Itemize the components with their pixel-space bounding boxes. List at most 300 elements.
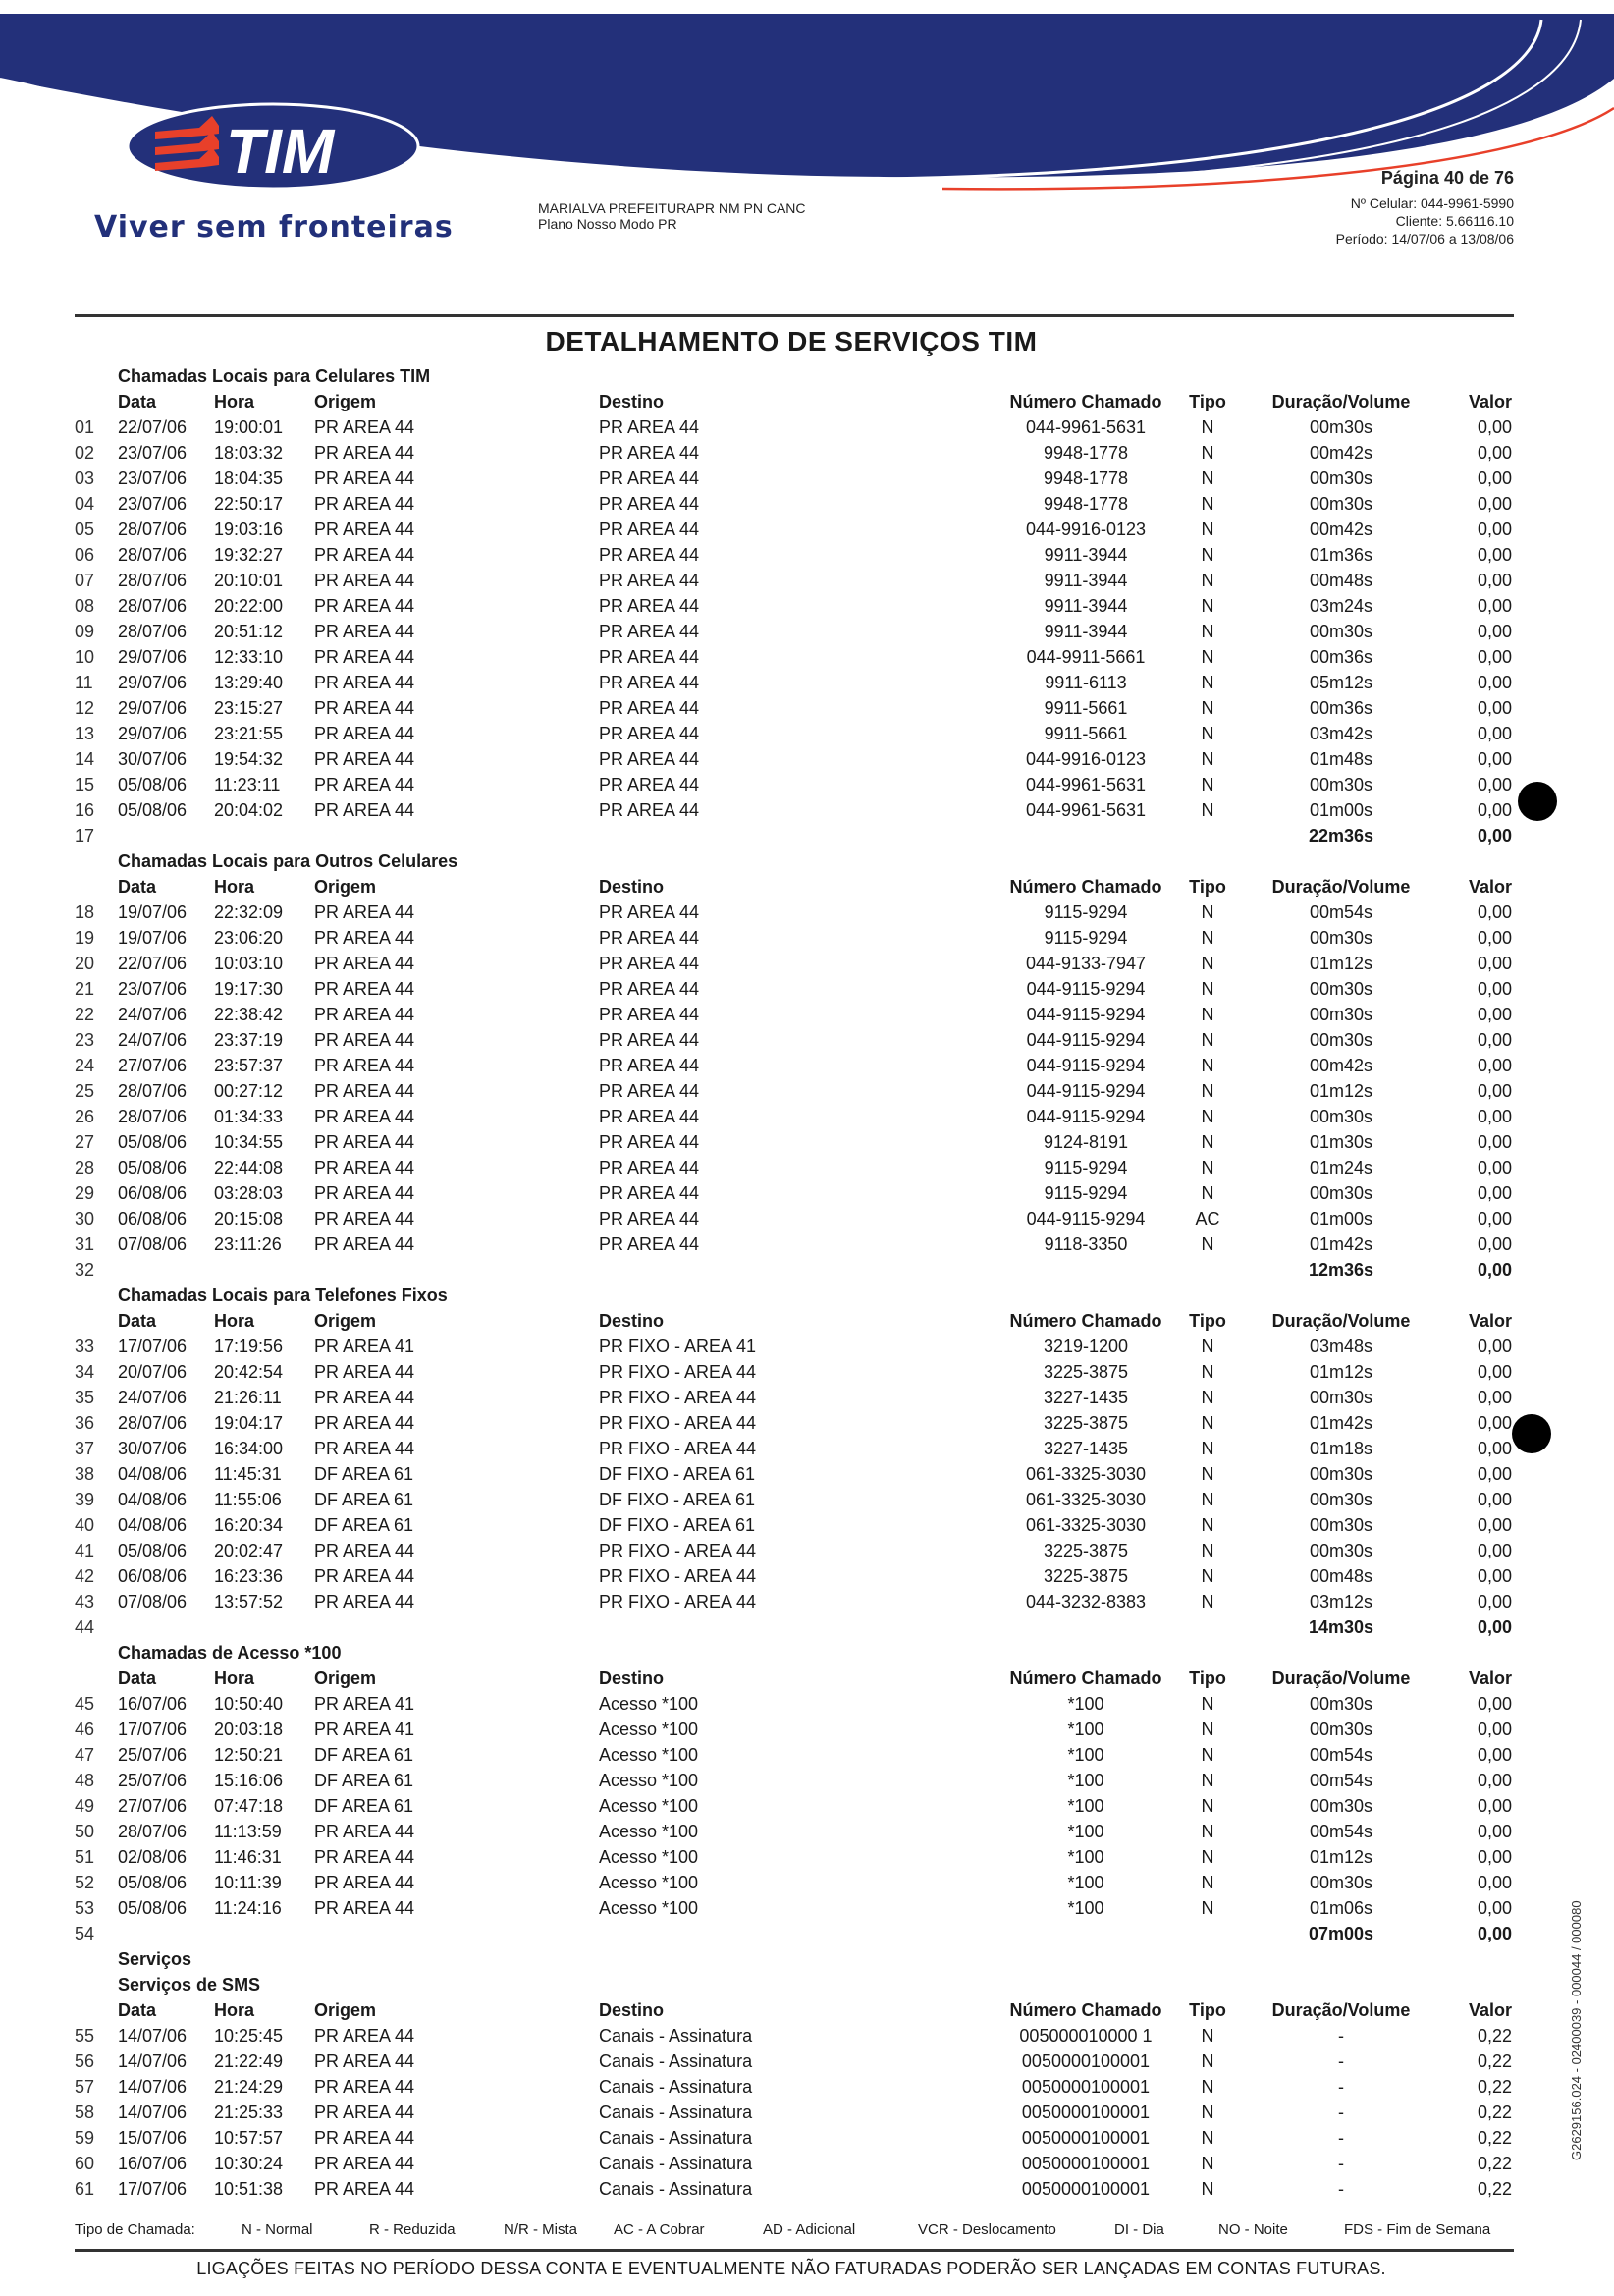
cell-tipo: N	[1201, 2051, 1214, 2071]
cell-val: 0,00	[1477, 1362, 1512, 1382]
cell-tipo: N	[1201, 749, 1214, 769]
cell-orig: PR AREA 44	[314, 1592, 415, 1612]
cell-dur: 03m24s	[1309, 596, 1373, 616]
cell-dest: Acesso *100	[599, 1847, 699, 1867]
cell-tipo: N	[1201, 1183, 1214, 1203]
cell-n: 40	[75, 1515, 95, 1535]
cell-dur: 00m30s	[1309, 1005, 1373, 1024]
cell-tipo: N	[1201, 2103, 1214, 2122]
cell-dest: Acesso *100	[599, 1694, 699, 1714]
cell-val: 0,00	[1477, 1898, 1512, 1918]
section-total-row	[75, 823, 1514, 848]
cell-dur: 00m30s	[1309, 1388, 1373, 1407]
cell-num: 044-9115-9294	[1026, 1209, 1146, 1229]
cell-n: 01	[75, 417, 95, 437]
section-title	[75, 1283, 1514, 1308]
cell-val: 0,00	[1477, 1439, 1512, 1458]
cell-num: 3225-3875	[1043, 1566, 1129, 1586]
cell-dest: PR AREA 44	[599, 902, 700, 922]
cell-orig: PR AREA 44	[314, 1081, 415, 1101]
cell-val: 0,00	[1477, 979, 1512, 999]
cell-dest: PR AREA 44	[599, 673, 700, 692]
table-row	[75, 1104, 1514, 1129]
total-duration: 07m00s	[1308, 1924, 1374, 1943]
cell-val: 0,00	[1477, 1056, 1512, 1075]
tim-logo	[126, 102, 420, 191]
cell-val: 0,00	[1477, 1694, 1512, 1714]
table-row	[75, 797, 1514, 823]
cell-val: 0,00	[1477, 928, 1512, 948]
section-group-label: Serviços	[118, 1949, 192, 1969]
column-header-tipo: Tipo	[1189, 1311, 1226, 1331]
cell-tipo: N	[1201, 979, 1214, 999]
cell-dur: 03m12s	[1309, 1592, 1373, 1612]
calls-table	[75, 363, 1514, 2202]
cell-val: 0,00	[1477, 596, 1512, 616]
divider	[75, 314, 1514, 317]
cell-dest: PR AREA 44	[599, 545, 700, 565]
cell-dur: 05m12s	[1309, 673, 1373, 692]
legend-item: FDS - Fim de Semana	[1344, 2221, 1491, 2238]
cell-n: 15	[75, 775, 95, 794]
column-header-data: Data	[118, 2000, 157, 2020]
cell-orig: PR AREA 44	[314, 1005, 415, 1024]
cell-tipo: N	[1201, 545, 1214, 565]
table-row	[75, 746, 1514, 772]
column-header-hora: Hora	[214, 1668, 255, 1688]
cell-num: 9911-5661	[1044, 698, 1128, 718]
cell-hora: 00:27:12	[214, 1081, 284, 1101]
cell-num: *100	[1067, 1720, 1104, 1739]
cell-tipo: N	[1201, 1081, 1214, 1101]
cell-dest: PR FIXO - AREA 44	[599, 1541, 757, 1560]
cell-hora: 16:20:34	[214, 1515, 284, 1535]
section-title	[75, 1640, 1514, 1666]
column-header-numero: Número Chamado	[1009, 877, 1162, 897]
cell-val: 0,00	[1477, 1847, 1512, 1867]
cell-num: 044-9916-0123	[1025, 519, 1147, 539]
cell-date: 29/07/06	[118, 673, 188, 692]
column-header-origem: Origem	[314, 2000, 377, 2020]
cell-date: 07/08/06	[118, 1234, 188, 1254]
cell-dur: 00m30s	[1309, 494, 1373, 514]
cell-dest: Canais - Assinatura	[599, 2051, 753, 2071]
cell-tipo: N	[1201, 1873, 1214, 1892]
cell-val: 0,22	[1477, 2154, 1512, 2173]
section-title-label: Chamadas Locais para Celulares TIM	[118, 366, 431, 386]
cell-tipo: N	[1201, 1005, 1214, 1024]
table-row	[75, 644, 1514, 670]
table-row	[75, 1385, 1514, 1410]
table-row	[75, 1793, 1514, 1819]
cell-dur: 00m30s	[1309, 1515, 1373, 1535]
cell-date: 27/07/06	[118, 1796, 188, 1816]
cell-orig: PR AREA 44	[314, 1132, 415, 1152]
cell-dest: PR AREA 44	[599, 1209, 700, 1229]
cell-n: 56	[75, 2051, 95, 2071]
cell-tipo: N	[1201, 1694, 1214, 1714]
cell-val: 0,00	[1477, 1107, 1512, 1126]
cell-tipo: N	[1201, 2026, 1214, 2046]
cell-hora: 21:22:49	[214, 2051, 284, 2071]
cell-val: 0,00	[1477, 468, 1512, 488]
table-row	[75, 1870, 1514, 1895]
cell-dur: 00m30s	[1309, 1464, 1373, 1484]
cell-date: 14/07/06	[118, 2103, 188, 2122]
cell-dur: 00m42s	[1309, 519, 1373, 539]
cell-dur: 00m54s	[1309, 1771, 1373, 1790]
column-header-valor: Valor	[1468, 1668, 1512, 1688]
cell-orig: PR AREA 44	[314, 1158, 415, 1177]
cell-num: 044-9911-5661	[1026, 647, 1146, 667]
cell-n: 38	[75, 1464, 95, 1484]
cell-dur: 00m48s	[1309, 1566, 1373, 1586]
cell-hora: 10:25:45	[214, 2026, 284, 2046]
cell-hora: 20:02:47	[214, 1541, 284, 1560]
cell-date: 28/07/06	[118, 596, 188, 616]
table-row	[75, 465, 1514, 491]
cell-orig: PR AREA 44	[314, 698, 415, 718]
cell-num: *100	[1067, 1694, 1104, 1714]
cell-num: 9948-1778	[1043, 468, 1129, 488]
cell-n: 21	[75, 979, 95, 999]
cell-tipo: N	[1201, 1388, 1214, 1407]
column-header-tipo: Tipo	[1189, 392, 1226, 411]
cell-hora: 22:38:42	[214, 1005, 284, 1024]
cell-dest: PR AREA 44	[599, 1005, 700, 1024]
cell-dest: Canais - Assinatura	[599, 2154, 753, 2173]
legend-item: AD - Adicional	[763, 2221, 856, 2238]
legend-label: Tipo de Chamada:	[75, 2221, 195, 2238]
cell-dest: PR AREA 44	[599, 519, 700, 539]
client-plan: Plano Nosso Modo PR	[538, 216, 677, 232]
cell-tipo: N	[1201, 698, 1214, 718]
cell-orig: PR AREA 44	[314, 1234, 415, 1254]
cell-n: 14	[75, 749, 95, 769]
cell-orig: DF AREA 61	[314, 1464, 414, 1484]
column-header-valor: Valor	[1468, 392, 1512, 411]
svg-text:TIM: TIM	[226, 116, 335, 187]
section-total-row	[75, 1921, 1514, 1946]
cell-num: 9948-1778	[1043, 443, 1129, 463]
column-header-hora: Hora	[214, 2000, 255, 2020]
table-row	[75, 2176, 1514, 2202]
cell-orig: PR AREA 44	[314, 1847, 415, 1867]
cell-n: 53	[75, 1898, 95, 1918]
cell-hora: 16:23:36	[214, 1566, 284, 1586]
cell-dur: 00m30s	[1309, 468, 1373, 488]
cell-dur: 00m30s	[1309, 1183, 1373, 1203]
column-header-duracao: Duração/Volume	[1271, 392, 1411, 411]
cell-num: 061-3325-3030	[1025, 1464, 1147, 1484]
table-row	[75, 1027, 1514, 1053]
cell-tipo: AC	[1195, 1209, 1220, 1229]
cell-date: 29/07/06	[118, 647, 188, 667]
cell-date: 28/07/06	[118, 1107, 188, 1126]
cell-hora: 15:16:06	[214, 1771, 284, 1790]
cell-dur: 00m54s	[1309, 1822, 1373, 1841]
cell-dur: 01m24s	[1309, 1158, 1373, 1177]
cell-tipo: N	[1201, 2154, 1214, 2173]
cell-val: 0,00	[1477, 724, 1512, 743]
cell-hora: 11:45:31	[214, 1464, 282, 1484]
table-row	[75, 1231, 1514, 1257]
cell-dest: PR AREA 44	[599, 1132, 700, 1152]
cell-orig: PR AREA 44	[314, 800, 415, 820]
cell-n: 07	[75, 571, 95, 590]
cell-hora: 22:32:09	[214, 902, 284, 922]
cell-dest: PR AREA 44	[599, 1107, 700, 1126]
cell-hora: 19:03:16	[214, 519, 284, 539]
cell-tipo: N	[1201, 1745, 1214, 1765]
cell-hora: 13:57:52	[214, 1592, 284, 1612]
cell-dest: PR FIXO - AREA 41	[599, 1337, 757, 1356]
cell-orig: PR AREA 44	[314, 2103, 415, 2122]
client-id: Cliente: 5.66116.10	[1395, 213, 1514, 229]
cell-tipo: N	[1201, 443, 1214, 463]
cell-orig: PR AREA 41	[314, 1694, 415, 1714]
column-header-destino: Destino	[599, 1311, 665, 1331]
cell-n: 26	[75, 1107, 95, 1126]
table-row	[75, 1589, 1514, 1614]
cell-dest: PR AREA 44	[599, 800, 700, 820]
table-row	[75, 517, 1514, 542]
cell-date: 04/08/06	[118, 1464, 188, 1484]
legend-item: N/R - Mista	[504, 2221, 577, 2238]
cell-hora: 10:50:40	[214, 1694, 284, 1714]
cell-date: 29/07/06	[118, 724, 188, 743]
cell-orig: PR AREA 44	[314, 775, 415, 794]
cell-orig: PR AREA 44	[314, 928, 415, 948]
cell-dest: PR AREA 44	[599, 443, 700, 463]
cell-hora: 18:04:35	[214, 468, 284, 488]
cell-date: 22/07/06	[118, 417, 188, 437]
cell-num: *100	[1067, 1796, 1104, 1816]
cell-n: 04	[75, 494, 95, 514]
cell-tipo: N	[1201, 1566, 1214, 1586]
cell-num: 9118-3350	[1044, 1234, 1128, 1254]
cell-dur: 01m12s	[1309, 1847, 1373, 1867]
legend-item: N - Normal	[242, 2221, 313, 2238]
cell-orig: PR AREA 44	[314, 1413, 415, 1433]
cell-n: 58	[75, 2103, 95, 2122]
cell-dur: 01m00s	[1309, 800, 1373, 820]
cell-n: 39	[75, 1490, 95, 1509]
cell-tipo: N	[1201, 468, 1214, 488]
client-info	[538, 200, 806, 232]
table-row	[75, 951, 1514, 976]
cell-hora: 20:10:01	[214, 571, 284, 590]
cell-date: 07/08/06	[118, 1592, 188, 1612]
cell-tipo: N	[1201, 2179, 1214, 2199]
cell-dest: PR AREA 44	[599, 468, 700, 488]
column-header-valor: Valor	[1468, 1311, 1512, 1331]
section-title-label: Serviços de SMS	[118, 1975, 261, 1995]
cell-dest: PR AREA 44	[599, 1056, 700, 1075]
table-row	[75, 542, 1514, 568]
cell-n: 48	[75, 1771, 95, 1790]
cell-dest: PR AREA 44	[599, 596, 700, 616]
cell-orig: PR AREA 44	[314, 902, 415, 922]
cell-dur: 00m42s	[1309, 443, 1373, 463]
cell-hora: 20:04:02	[214, 800, 284, 820]
cell-tipo: N	[1201, 1541, 1214, 1560]
table-row	[75, 1436, 1514, 1461]
cell-n: 16	[75, 800, 95, 820]
cell-num: 9115-9294	[1044, 902, 1128, 922]
cell-hora: 23:21:55	[214, 724, 284, 743]
cell-num: 044-9115-9294	[1026, 1030, 1146, 1050]
cell-tipo: N	[1201, 1056, 1214, 1075]
cell-dur: -	[1338, 2077, 1344, 2097]
cell-hora: 23:15:27	[214, 698, 284, 718]
cell-orig: PR AREA 44	[314, 2026, 415, 2046]
cell-dur: 00m30s	[1309, 1796, 1373, 1816]
cell-num: 005000010000 1	[1019, 2026, 1153, 2046]
cell-n: 30	[75, 1209, 95, 1229]
cell-num: 044-9115-9294	[1026, 1107, 1146, 1126]
cell-val: 0,22	[1477, 2103, 1512, 2122]
cell-orig: PR AREA 44	[314, 2128, 415, 2148]
cell-orig: DF AREA 61	[314, 1796, 414, 1816]
cell-num: 044-9133-7947	[1025, 954, 1147, 973]
cell-orig: PR AREA 44	[314, 1388, 415, 1407]
document-code: G2629156.024 - 02400039 - 000044 / 000080	[1569, 1900, 1584, 2160]
cell-val: 0,00	[1477, 1464, 1512, 1484]
cell-tipo: N	[1201, 1337, 1214, 1356]
cell-val: 0,00	[1477, 494, 1512, 514]
cell-date: 24/07/06	[118, 1005, 188, 1024]
cell-dur: 00m54s	[1309, 1745, 1373, 1765]
cell-tipo: N	[1201, 1490, 1214, 1509]
column-headers	[75, 1666, 1514, 1691]
cell-n: 17	[75, 826, 95, 846]
cell-dur: 00m30s	[1309, 979, 1373, 999]
section-title-label: Chamadas Locais para Outros Celulares	[118, 851, 458, 871]
cell-num: 9115-9294	[1044, 928, 1128, 948]
column-header-duracao: Duração/Volume	[1271, 1668, 1411, 1688]
cell-dest: Acesso *100	[599, 1898, 699, 1918]
column-header-hora: Hora	[214, 1311, 255, 1331]
cell-dest: DF FIXO - AREA 61	[599, 1515, 756, 1535]
table-row	[75, 1053, 1514, 1078]
table-row	[75, 1717, 1514, 1742]
column-header-duracao: Duração/Volume	[1271, 1311, 1411, 1331]
cell-val: 0,22	[1477, 2051, 1512, 2071]
column-headers	[75, 389, 1514, 414]
cell-num: 061-3325-3030	[1025, 1490, 1147, 1509]
cell-tipo: N	[1201, 417, 1214, 437]
cell-orig: PR AREA 44	[314, 1439, 415, 1458]
cell-date: 20/07/06	[118, 1362, 188, 1382]
cell-hora: 03:28:03	[214, 1183, 284, 1203]
cell-hora: 20:51:12	[214, 622, 284, 641]
cell-dur: -	[1338, 2051, 1344, 2071]
cell-num: 0050000100001	[1021, 2154, 1151, 2173]
cell-n: 50	[75, 1822, 95, 1841]
cell-date: 17/07/06	[118, 2179, 188, 2199]
table-row	[75, 2100, 1514, 2125]
cell-date: 17/07/06	[118, 1720, 188, 1739]
section-total-row	[75, 1257, 1514, 1283]
cell-dur: 00m36s	[1309, 647, 1373, 667]
cell-num: *100	[1067, 1873, 1104, 1892]
cell-hora: 11:23:11	[214, 775, 281, 794]
cell-n: 29	[75, 1183, 95, 1203]
cell-dur: 01m12s	[1309, 954, 1373, 973]
punch-hole	[1518, 782, 1557, 821]
cell-n: 37	[75, 1439, 95, 1458]
cell-date: 30/07/06	[118, 1439, 188, 1458]
cell-dur: -	[1338, 2103, 1344, 2122]
cell-dur: 00m54s	[1309, 902, 1373, 922]
cell-orig: PR AREA 44	[314, 596, 415, 616]
cell-dest: PR AREA 44	[599, 698, 700, 718]
legend-item: AC - A Cobrar	[614, 2221, 705, 2238]
cell-hora: 19:54:32	[214, 749, 284, 769]
cell-dest: PR AREA 44	[599, 417, 700, 437]
cell-num: 0050000100001	[1021, 2077, 1151, 2097]
cell-dest: PR AREA 44	[599, 749, 700, 769]
cell-n: 55	[75, 2026, 95, 2046]
cell-tipo: N	[1201, 1413, 1214, 1433]
cell-tipo: N	[1201, 1030, 1214, 1050]
cell-dest: DF FIXO - AREA 61	[599, 1490, 756, 1509]
cell-dest: PR FIXO - AREA 44	[599, 1388, 757, 1407]
cell-date: 19/07/06	[118, 902, 188, 922]
cell-val: 0,00	[1477, 1515, 1512, 1535]
cell-val: 0,00	[1477, 1234, 1512, 1254]
cell-date: 24/07/06	[118, 1388, 188, 1407]
cell-tipo: N	[1201, 1132, 1214, 1152]
cell-hora: 18:03:32	[214, 443, 284, 463]
cell-n: 03	[75, 468, 95, 488]
cell-date: 06/08/06	[118, 1209, 188, 1229]
cell-hora: 10:51:38	[214, 2179, 284, 2199]
cell-orig: PR AREA 44	[314, 1566, 415, 1586]
cell-n: 22	[75, 1005, 95, 1024]
cell-num: 3227-1435	[1043, 1439, 1129, 1458]
table-row	[75, 1334, 1514, 1359]
table-row	[75, 491, 1514, 517]
cell-dest: PR AREA 44	[599, 928, 700, 948]
cell-n: 33	[75, 1337, 95, 1356]
cell-dest: PR AREA 44	[599, 622, 700, 641]
column-header-tipo: Tipo	[1189, 2000, 1226, 2020]
cell-orig: PR AREA 44	[314, 468, 415, 488]
column-header-tipo: Tipo	[1189, 1668, 1226, 1688]
cell-dest: PR AREA 44	[599, 1183, 700, 1203]
cell-hora: 21:25:33	[214, 2103, 284, 2122]
cell-orig: DF AREA 61	[314, 1515, 414, 1535]
cell-date: 23/07/06	[118, 979, 188, 999]
cell-tipo: N	[1201, 1107, 1214, 1126]
cell-num: 061-3325-3030	[1025, 1515, 1147, 1535]
cell-orig: DF AREA 61	[314, 1490, 414, 1509]
column-header-tipo: Tipo	[1189, 877, 1226, 897]
cell-hora: 12:50:21	[214, 1745, 284, 1765]
cell-dest: PR FIXO - AREA 44	[599, 1566, 757, 1586]
table-row	[75, 1155, 1514, 1180]
cell-orig: PR AREA 44	[314, 749, 415, 769]
cell-orig: PR AREA 44	[314, 1898, 415, 1918]
cell-hora: 12:33:10	[214, 647, 284, 667]
cell-orig: PR AREA 44	[314, 1541, 415, 1560]
cell-num: 9124-8191	[1043, 1132, 1129, 1152]
table-row	[75, 1768, 1514, 1793]
cell-dest: PR AREA 44	[599, 571, 700, 590]
cell-num: 3227-1435	[1043, 1388, 1129, 1407]
